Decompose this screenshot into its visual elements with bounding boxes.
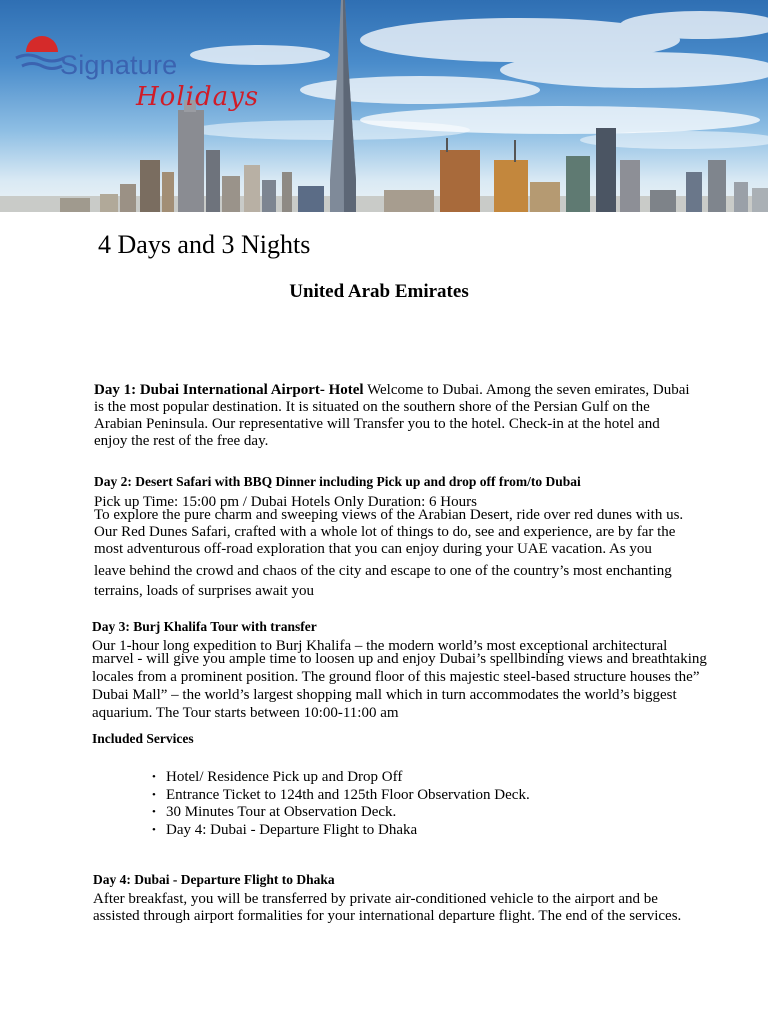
day2-pickup: Pick up Time: 15:00 pm / Dubai Hotels Only Duration: 6 Hours	[94, 494, 477, 510]
day4-section	[93, 891, 681, 925]
day2-line-0: To explore the pure charm and sweeping views of the Arabian Desert, ride over red dunes with us.	[94, 507, 684, 523]
logo-brand-bottom: Holidays	[136, 82, 260, 112]
page-subtitle: United Arab Emirates	[289, 281, 469, 302]
day1-line-3: enjoy the rest of the free day.	[94, 433, 269, 449]
day2-line-2: most adventurous off-road exploration that you can enjoy during your UAE vacation. As you	[94, 541, 652, 557]
header-banner	[0, 0, 768, 212]
included-heading: Included Services	[92, 731, 194, 746]
day3-line-2: locales from a prominent position. The ground floor of this majestic steel-based structure houses the”	[92, 669, 700, 685]
page-title: 4 Days and 3 Nights	[98, 230, 311, 259]
day2-line-3: leave behind the crowd and chaos of the city and escape to one of the country’s most enchanting	[94, 563, 672, 579]
day2-line-1: Our Red Dunes Safari, crafted with a whole lot of things to do, see and experience, are by far the	[94, 524, 676, 540]
list-item: • Day 4: Dubai - Departure Flight to Dhaka	[166, 822, 530, 840]
day4-line-0: After breakfast, you will be transferred by private air-conditioned vehicle to the airport and be	[93, 891, 658, 907]
day3-heading: Day 3: Burj Khalifa Tour with transfer	[92, 619, 317, 634]
day1-section	[94, 382, 690, 450]
day4-line-1: assisted through airport formalities for your international departure flight. The end of the services.	[93, 908, 682, 924]
day3-line-4: aquarium. The Tour starts between 10:00-11:00 am	[92, 705, 399, 721]
day3-line-0: Our 1-hour long expedition to Burj Khalifa – the modern world’s most exceptional architectural	[92, 638, 668, 654]
list-item: • Entrance Ticket to 124th and 125th Floor Observation Deck.	[166, 787, 530, 805]
list-item: • 30 Minutes Tour at Observation Deck.	[166, 804, 530, 822]
included-services-list	[146, 769, 530, 839]
day1-line-0: Day 1: Dubai International Airport- Hotel Welcome to Dubai. Among the seven emirates, Dubai	[94, 382, 690, 398]
day2-section	[94, 507, 683, 600]
day2-heading: Day 2: Desert Safari with BBQ Dinner including Pick up and drop off from/to Dubai	[94, 474, 581, 489]
logo-brand-top: Signature	[60, 50, 178, 80]
day3-line-1: marvel - will give you ample time to loosen up and enjoy Dubai’s spellbinding views and breathtaking	[92, 651, 707, 667]
day4-heading: Day 4: Dubai - Departure Flight to Dhaka	[93, 872, 335, 887]
signature-holidays-logo[interactable]	[14, 32, 284, 122]
day3-section	[92, 638, 707, 722]
day1-line-1: is the most popular destination. It is situated on the southern shore of the Persian Gulf on the	[94, 399, 650, 415]
day1-heading: Day 1: Dubai International Airport- Hotel	[94, 382, 364, 398]
day2-line-4: terrains, loads of surprises await you	[94, 583, 314, 599]
day3-line-3: Dubai Mall” – the world’s largest shopping mall which in turn accommodates the world’s biggest	[92, 687, 677, 703]
day1-line-2: Arabian Peninsula. Our representative will Transfer you to the hotel. Check-in at the hotel and	[94, 416, 660, 432]
list-item: • Hotel/ Residence Pick up and Drop Off	[166, 769, 530, 787]
